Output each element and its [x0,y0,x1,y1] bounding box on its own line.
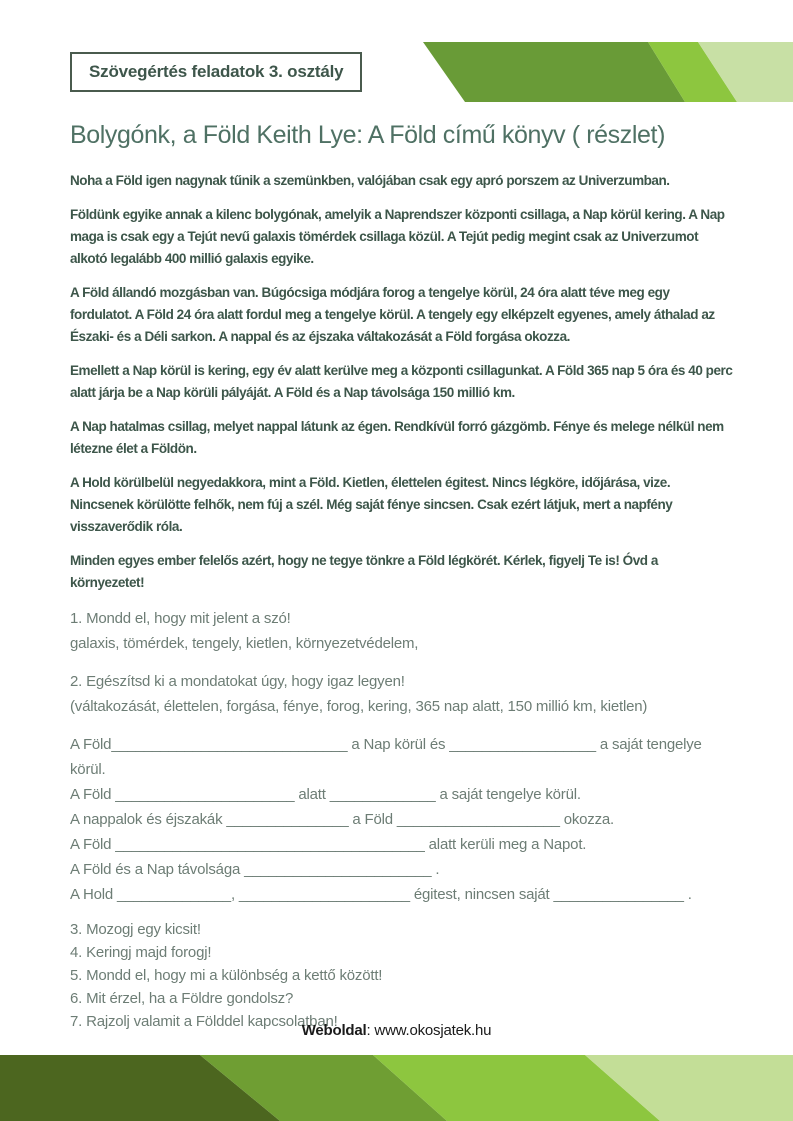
header-badge-label: Szövegértés feladatok 3. osztály [89,62,344,81]
task-1-words: galaxis, tömérdek, tengely, kietlen, környezetvédelem, [70,635,419,652]
task-2 [70,669,733,719]
reading-paragraph: A Nap hatalmas csillag, melyet nappal látunk az égen. Rendkívül forró gázgömb. Fénye és melege nélkül nem létezne élet a Földön. [70,419,724,456]
header-decoration [420,40,793,104]
fill-in-line: A nappalok és éjszakák _______________ a Föld ____________________ okozza. [70,811,615,828]
reading-paragraph: A Hold körülbelül negyedakkora, mint a Föld. Kietlen, élettelen égitest. Nincs légköre, időjárása, vize. Nincsenek körülötte felhők, nem fúj a szél. Még saját fénye sincsen. Csak ezért látjuk, mert a napfény visszaverődik róla. [70,475,673,534]
document-body [70,118,733,1033]
task-2-hint: (váltakozását, élettelen, forgása, fénye, forog, kering, 365 nap alatt, 150 millió km, kietlen) [70,698,648,715]
fill-in-line: A Föld ______________________ alatt _____________ a saját tengelye körül. [70,786,581,803]
task-6-label: 6. Mit érzel, ha a Földre gondolsz? [70,990,294,1007]
tasks-3-to-7 [70,918,733,1033]
footer-website-url: : www.okosjatek.hu [366,1022,492,1039]
footer-website-line [0,1022,793,1039]
header-decoration-stripe-main [423,42,685,102]
reading-paragraph: Emellett a Nap körül is kering, egy év alatt kerülve meg a központi csillagunkat. A Föld 365 nap 5 óra és 40 perc alatt járja be a Nap körüli pályáját. A Föld és a Nap távolsága 150 millió km. [70,363,733,400]
footer-decoration [0,1055,793,1121]
task-2-fill-in-lines [70,732,733,907]
fill-in-line: A Hold ______________, _____________________ égitest, nincsen saját ________________ . [70,886,692,903]
task-1 [70,606,733,656]
task-7-label: 7. Rajzolj valamit a Földdel kapcsolatban! [70,1013,338,1030]
task-3-label: 3. Mozogj egy kicsit! [70,921,201,938]
task-5-label: 5. Mondd el, hogy mi a különbség a kettő között! [70,967,383,984]
task-1-label: 1. Mondd el, hogy mit jelent a szó! [70,610,291,627]
header-badge [70,52,362,92]
reading-paragraph: Minden egyes ember felelős azért, hogy ne tegye tönkre a Föld légkörét. Kérlek, figyelj Te is! Óvd a környezetet! [70,553,658,590]
fill-in-line: A Föld ______________________________________ alatt kerüli meg a Napot. [70,836,587,853]
task-2-label: 2. Egészítsd ki a mondatokat úgy, hogy igaz legyen! [70,673,405,690]
page-title: Bolygónk, a Föld Keith Lye: A Föld című könyv ( részlet) [70,121,666,149]
reading-paragraph: Noha a Föld igen nagynak tűnik a szemünkben, valójában csak egy apró porszem az Univerzumban. [70,173,670,188]
task-4-label: 4. Keringj majd forogj! [70,944,212,961]
fill-in-line: A Föld és a Nap távolsága _______________________ . [70,861,440,878]
reading-paragraph: A Föld állandó mozgásban van. Búgócsiga módjára forog a tengelye körül, 24 óra alatt téve meg egy fordulatot. A Föld 24 óra alatt fordul meg a tengelye körül. A tengely egy elképzelt egyenes, amely áthalad az Északi- és a Déli sarkon. A nappal és az éjszaka váltakozását a Föld forgása okozza. [70,285,715,344]
reading-paragraph: Földünk egyike annak a kilenc bolygónak, amelyik a Naprendszer központi csillaga, a Nap körül kering. A Nap maga is csak egy a Tejút nevű galaxis tömérdek csillaga közül. A Tejút pedig megint csak az Univerzumot alkotó legalább 400 millió galaxis egyike. [70,207,725,266]
footer-website-label: Weboldal [301,1022,367,1039]
fill-in-line: A Föld_____________________________ a Nap körül és __________________ a saját tengelye körül. [70,736,702,778]
